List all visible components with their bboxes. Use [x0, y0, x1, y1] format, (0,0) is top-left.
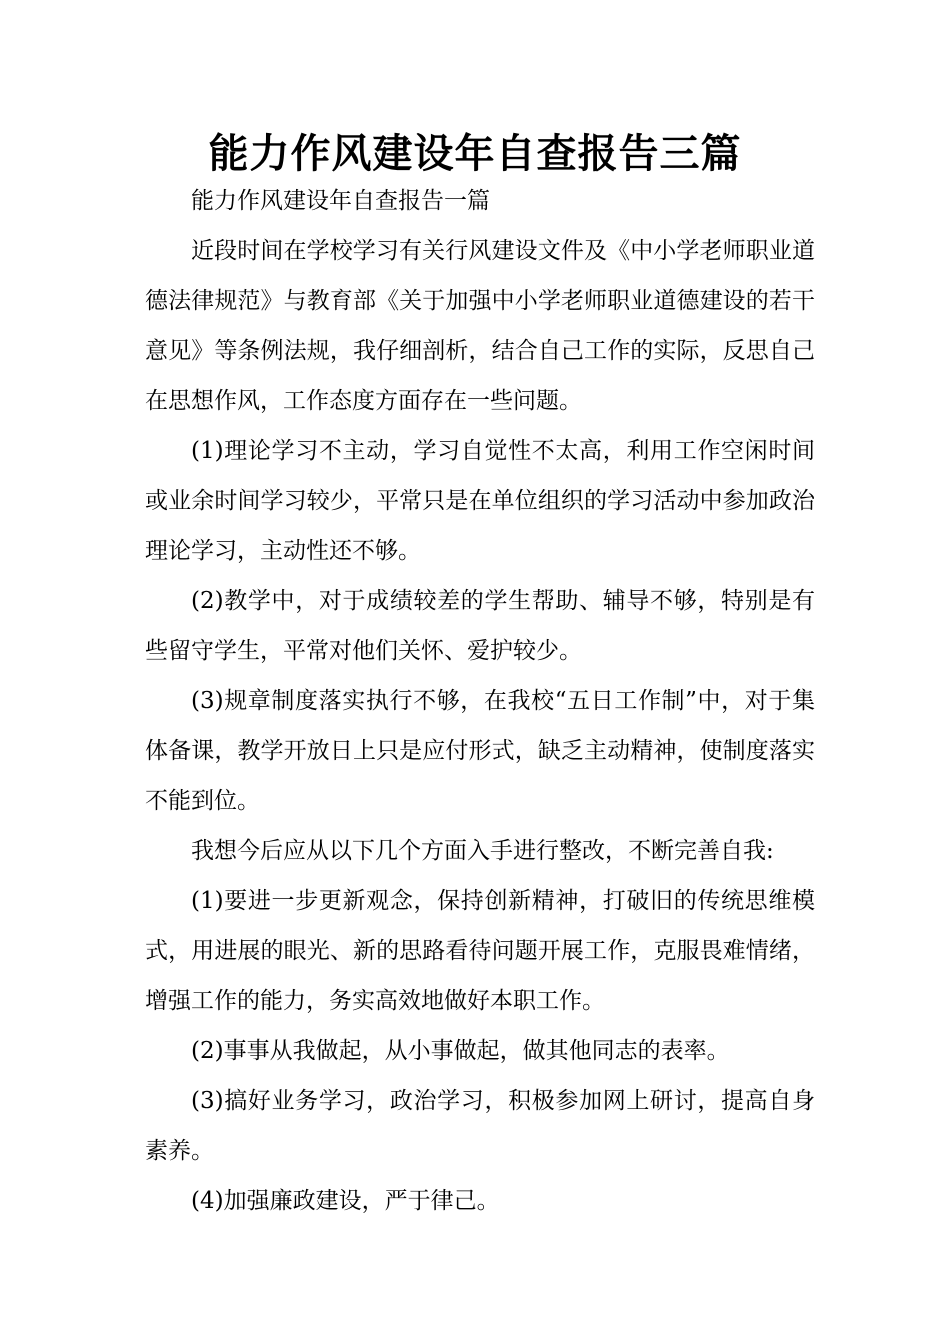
document-title: 能力作风建设年自查报告三篇: [208, 131, 742, 177]
body-paragraph: 我想今后应从以下几个方面入手进行整改，不断完善自我:: [191, 838, 774, 864]
subtitle-paragraph: 能力作风建设年自查报告一篇: [191, 188, 490, 214]
body-paragraph: 近段时间在学校学习有关行风建设文件及《中小学老师职业道德法律规范》与教育部《关于加强中小学老师职业道德建设的若干意见》等条例法规，我仔细剖析，结合自己工作的实际，反思自己在思想作风，工作态度方面存在一些问题。: [145, 238, 815, 414]
body-paragraph: (4)加强廉政建设，严于律己。: [191, 1188, 500, 1214]
body-paragraph: (3)搞好业务学习，政治学习，积极参加网上研讨，提高自身素养。: [145, 1088, 815, 1164]
body-paragraph: (1)理论学习不主动，学习自觉性不太高，利用工作空闲时间或业余时间学习较少，平常只是在单位组织的学习活动中参加政治理论学习，主动性还不够。: [145, 438, 815, 564]
document-body: [145, 176, 815, 1226]
body-paragraph: (2)教学中，对于成绩较差的学生帮助、辅导不够，特别是有些留守学生，平常对他们关怀、爱护较少。: [145, 588, 815, 664]
body-paragraph: (2)事事从我做起，从小事做起，做其他同志的表率。: [191, 1038, 730, 1064]
body-paragraph: (1)要进一步更新观念，保持创新精神，打破旧的传统思维模式，用进展的眼光、新的思路看待问题开展工作，克服畏难情绪，增强工作的能力，务实高效地做好本职工作。: [145, 888, 815, 1014]
body-paragraph: (3)规章制度落实执行不够，在我校“五日工作制”中，对于集体备课，教学开放日上只是应付形式，缺乏主动精神，使制度落实不能到位。: [145, 688, 815, 814]
